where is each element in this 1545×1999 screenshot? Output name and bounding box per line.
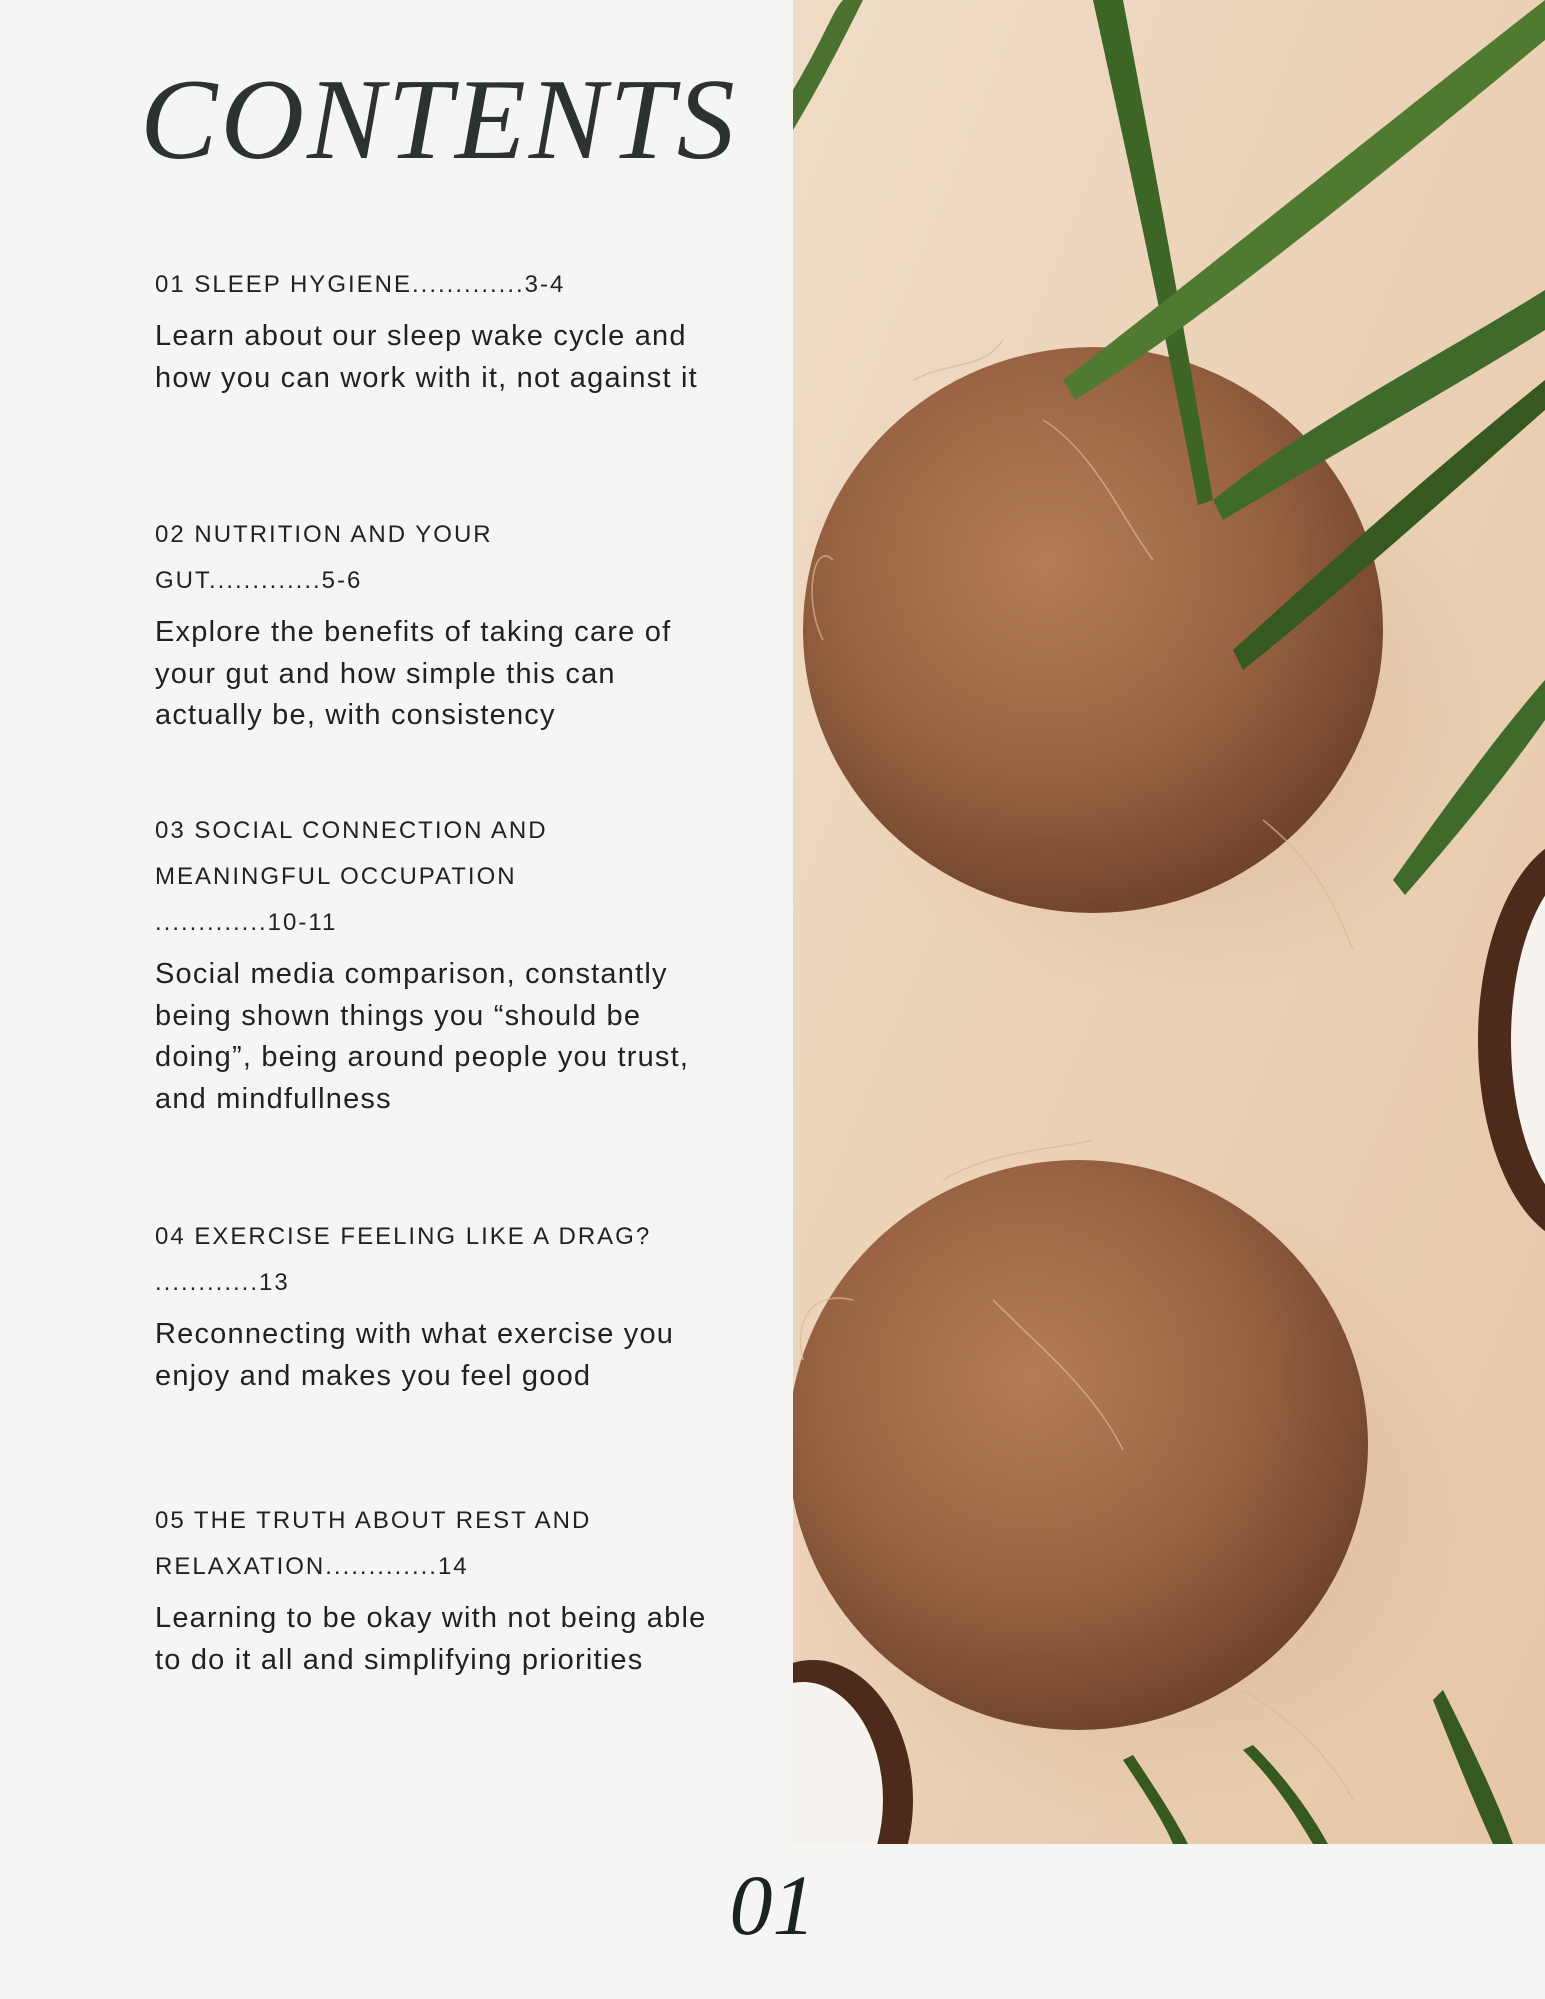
heading-line: 05 THE TRUTH ABOUT REST AND (155, 1507, 592, 1534)
heading-line: MEANINGFUL OCCUPATION (155, 863, 517, 890)
heading-line: ............13 (155, 1269, 290, 1296)
heading-line: 02 NUTRITION AND YOUR (155, 521, 493, 548)
toc-entry-description: Explore the benefits of taking care of your gut and how simple this can actually be, with consistency (155, 616, 672, 731)
toc-entry-heading (155, 262, 715, 308)
toc-entry-heading (155, 808, 715, 946)
toc-entry-social-connection[interactable] (155, 808, 715, 1120)
heading-line: 03 SOCIAL CONNECTION AND (155, 817, 548, 844)
heading-line: RELAXATION.............14 (155, 1553, 469, 1580)
toc-entry-heading (155, 1214, 715, 1306)
toc-entry-description: Reconnecting with what exercise you enjoy and makes you feel good (155, 1318, 675, 1392)
toc-entry-heading (155, 1498, 715, 1590)
toc-entry-description: Learn about our sleep wake cycle and how you can work with it, not against it (155, 320, 698, 394)
page-title: CONTENTS (140, 56, 738, 184)
toc-entry-nutrition[interactable] (155, 512, 715, 737)
toc-entry-rest-relaxation[interactable] (155, 1498, 715, 1681)
page-number: 01 (729, 1857, 816, 1953)
heading-line: .............10-11 (155, 909, 338, 936)
toc-entry-description: Social media comparison, constantly being shown things you “should be doing”, being around people you trust, and mindfullness (155, 958, 690, 1115)
toc-entry-heading (155, 512, 715, 604)
toc-entry-sleep-hygiene[interactable] (155, 262, 715, 399)
toc-entry-exercise[interactable] (155, 1214, 715, 1397)
heading-line: 01 SLEEP HYGIENE.............3-4 (155, 271, 566, 298)
heading-line: GUT.............5-6 (155, 567, 363, 594)
heading-line: 04 EXERCISE FEELING LIKE A DRAG? (155, 1223, 652, 1250)
toc-entry-description: Learning to be okay with not being able to do it all and simplifying priorities (155, 1602, 707, 1676)
coconut-lower (793, 1160, 1368, 1730)
coconut-upper (803, 347, 1383, 913)
coconut-photo (793, 0, 1545, 1844)
